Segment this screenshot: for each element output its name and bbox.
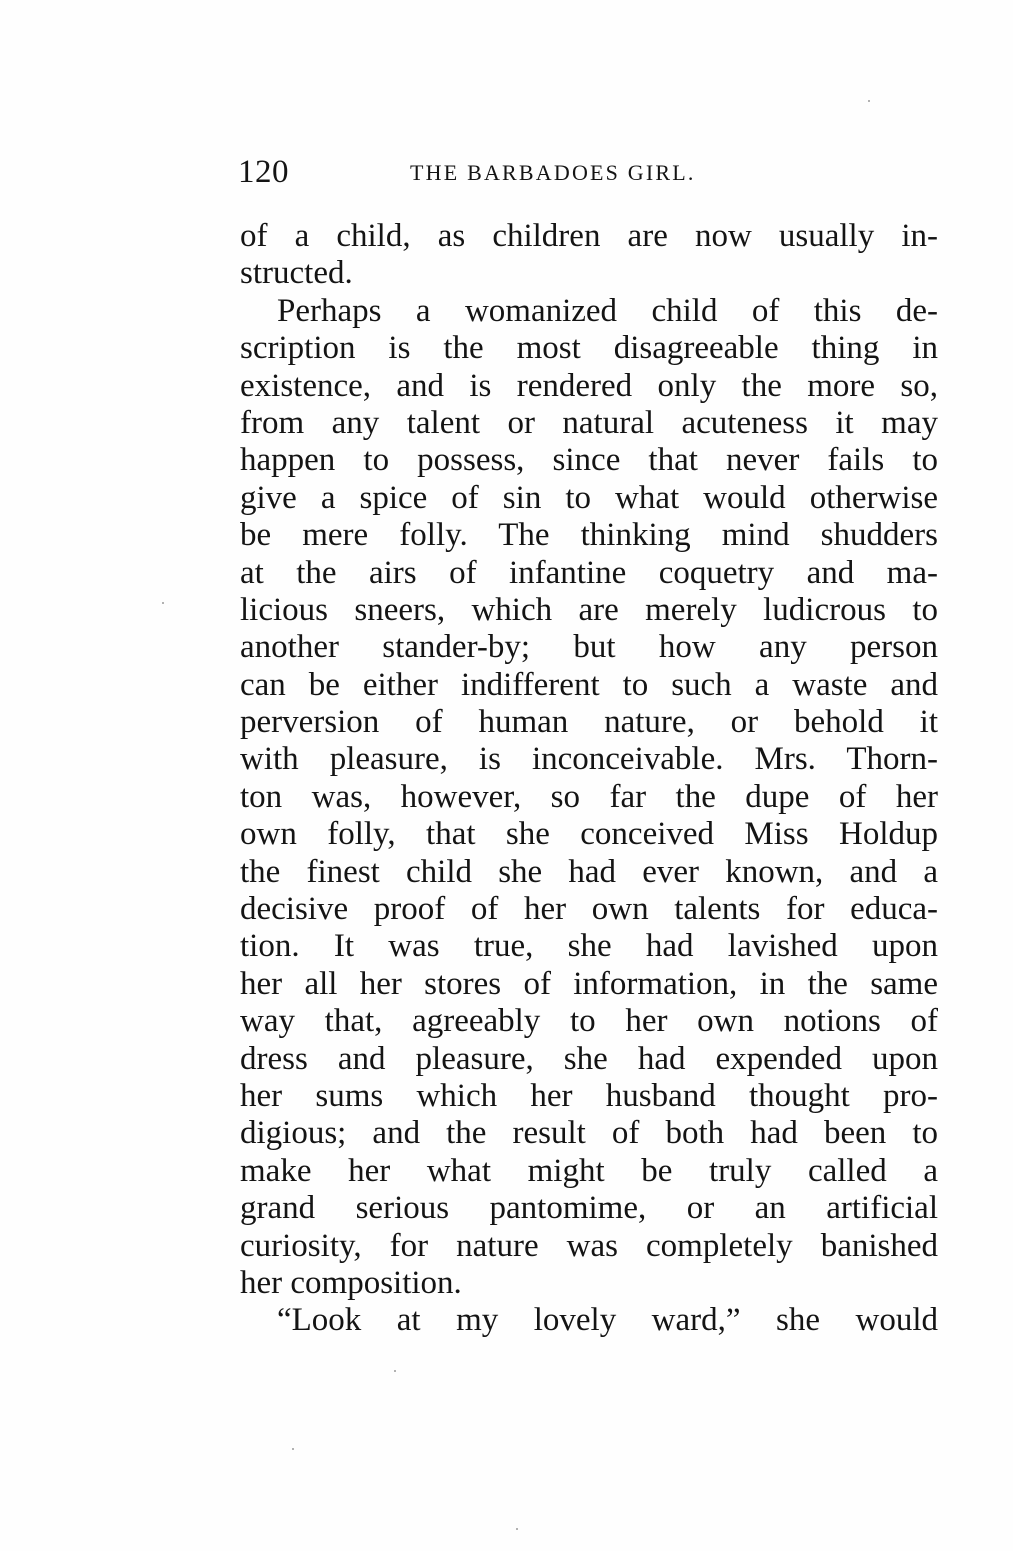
text-line: Perhaps a womanized child of this de- <box>277 292 938 329</box>
text-line: way that, agreeably to her own notions of <box>240 1003 938 1040</box>
text-line: happen to possess, since that never fails to <box>240 442 938 479</box>
text-line: grand serious pantomime, or an artificial <box>240 1190 938 1227</box>
text-line: another stander-by; but how any person <box>240 629 938 666</box>
paper-speck <box>516 1528 518 1530</box>
text-line: make her what might be truly called a <box>240 1152 938 1189</box>
text-line: the finest child she had ever known, and a <box>240 853 938 890</box>
text-line: ton was, however, so far the dupe of her <box>240 778 938 815</box>
page-header <box>238 152 938 192</box>
running-head: THE BARBADOES GIRL. <box>410 160 696 185</box>
body-text <box>240 218 938 1340</box>
text-line: digious; and the result of both had been to <box>240 1115 938 1152</box>
page-number: 120 <box>238 154 289 190</box>
text-line: own folly, that she conceived Miss Holdup <box>240 816 938 853</box>
text-line: her sums which her husband thought pro- <box>240 1077 938 1114</box>
text-line: existence, and is rendered only the more so, <box>240 367 938 404</box>
paper-speck <box>162 602 164 604</box>
text-line: of a child, as children are now usually in- <box>240 218 938 254</box>
text-line: curiosity, for nature was completely banished <box>240 1227 938 1264</box>
text-line: structed. <box>240 255 353 292</box>
text-line: her all her stores of information, in the same <box>240 965 938 1002</box>
text-line: with pleasure, is inconceivable. Mrs. Thorn- <box>240 741 938 778</box>
text-line: dress and pleasure, she had expended upon <box>240 1040 938 1077</box>
text-line: her composition. <box>240 1264 462 1301</box>
text-line: from any talent or natural acuteness it may <box>240 404 938 441</box>
paper-speck <box>868 100 870 102</box>
text-line: decisive proof of her own talents for educa- <box>240 891 938 928</box>
paper-speck <box>292 1448 294 1450</box>
text-line: be mere folly. The thinking mind shudders <box>240 517 938 554</box>
text-line: at the airs of infantine coquetry and ma- <box>240 554 938 591</box>
text-line: scription is the most disagreeable thing in <box>240 330 938 367</box>
text-line: licious sneers, which are merely ludicrous to <box>240 591 938 628</box>
text-line: can be either indifferent to such a waste and <box>240 666 938 703</box>
text-line: give a spice of sin to what would otherwise <box>240 479 938 516</box>
text-line: perversion of human nature, or behold it <box>240 704 938 741</box>
text-line: tion. It was true, she had lavished upon <box>240 928 938 965</box>
paper-speck <box>394 1370 396 1372</box>
text-line: “Look at my lovely ward,” she would <box>277 1302 938 1339</box>
